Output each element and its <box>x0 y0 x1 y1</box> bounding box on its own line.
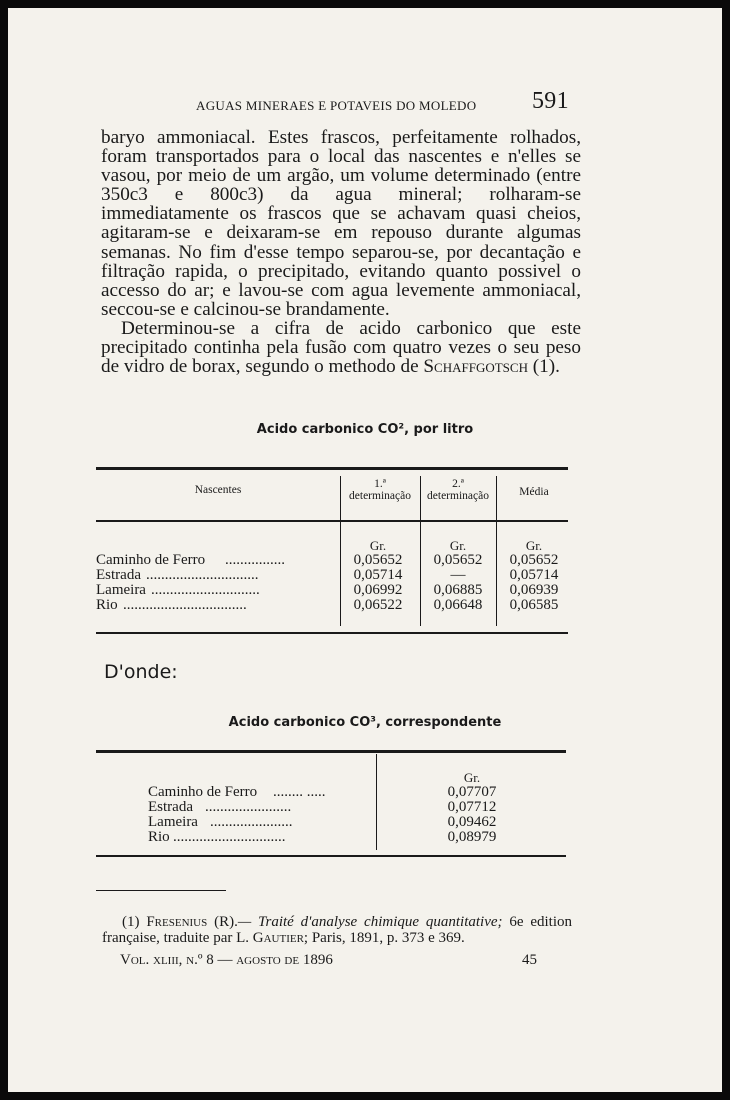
footnote-edition: 6e edition française, traduite par <box>102 914 573 946</box>
value: 0,07712 <box>447 799 497 815</box>
row-label: Caminho de Ferro <box>148 784 258 800</box>
body-text <box>101 128 581 376</box>
page-number: 591 <box>532 88 569 114</box>
footnote-title: — Traité d'analyse chimique quantitative; <box>237 914 503 930</box>
paragraph-2 <box>101 319 581 376</box>
leader-dots: ........ ..... <box>273 784 326 800</box>
leader-dots: ....................... <box>205 799 292 815</box>
footnote-marker: (1) <box>122 914 140 930</box>
footer-signature: 45 <box>522 952 537 968</box>
document-page <box>8 8 722 1092</box>
det1-value: 0,06992 <box>353 582 403 598</box>
running-title: AGUAS MINERAES E POTAVEIS DO MOLEDO <box>196 98 477 113</box>
footnote-end: ; Paris, 1891, p. 373 e 369. <box>303 930 465 946</box>
table1-caption: Acido carbonico CO², por litro <box>256 422 474 437</box>
table1-unit: Gr. <box>369 538 387 553</box>
table2-bottom-rule <box>96 855 566 857</box>
value: 0,08979 <box>447 829 497 845</box>
row-label: Rio <box>96 597 118 613</box>
det1-value: 0,05652 <box>353 552 403 568</box>
footnote-translator: L. Gautier <box>236 930 304 946</box>
table2-caption: Acido carbonico CO³, correspondente <box>228 715 502 730</box>
leader-dots: ................................. <box>123 597 247 613</box>
row-label: Lameira <box>96 582 146 598</box>
det1-value: 0,05714 <box>353 567 403 583</box>
row-label: Rio <box>148 829 170 845</box>
author-name: Schaffgotsch <box>423 356 528 378</box>
footnote <box>102 914 572 946</box>
table2-divider <box>376 754 377 850</box>
leader-dots: ............................. <box>151 582 260 598</box>
footnote-text <box>102 914 572 946</box>
table2-unit: Gr. <box>463 770 481 785</box>
row-label: Lameira <box>148 814 198 830</box>
row-label: Estrada <box>96 567 141 583</box>
leader-dots: .............................. <box>146 567 259 583</box>
media-value: 0,05652 <box>509 552 559 568</box>
table1-header-rule <box>96 520 568 522</box>
det2-value: — <box>450 567 466 583</box>
media-value: 0,05714 <box>509 567 559 583</box>
footnote-rule <box>96 890 226 891</box>
det2-value: 0,05652 <box>433 552 483 568</box>
footer-volume: Vol. xliii, n.º 8 — agosto de 1896 <box>120 952 333 968</box>
table1-bottom-rule <box>96 632 568 634</box>
footnote-ref: (1). <box>532 356 560 378</box>
leader-dots: .............................. <box>173 829 286 845</box>
paragraph-1: baryo ammoniacal. Estes frascos, perfeitamente rolhados, foram transportados para o local das nascentes e n'elles se vasou, por meio de um argão, um volume determinado (entre 350c3 e 800c3) da agua mineral; rolharam-se immediatamente os frascos que se achavam quasi cheios, agitaram-se e deixaram-se em repouso durante algumas semanas. No fim d'esse tempo separou-se, por decantação e filtração rapida, o precipitado, evitando quanto possivel o accesso do ar; e lavou-se com agua levemente ammoniacal, seccou-se e calcinou-se brandamente. <box>101 127 581 320</box>
table2-top-rule <box>96 750 566 753</box>
det1-value: 0,06522 <box>353 597 403 613</box>
paragraph-2-text: Determinou-se a cifra de acido carbonico que este precipitado continha pela fusão com quatro vezes o seu peso de vidro de borax, segundo o methodo de <box>101 317 581 378</box>
row-label: Caminho de Ferro <box>96 552 206 568</box>
leader-dots: ................ <box>225 552 285 568</box>
value: 0,09462 <box>447 814 497 830</box>
donde-label: D'onde: <box>104 661 178 683</box>
media-value: 0,06939 <box>509 582 559 598</box>
table1-top-rule <box>96 467 568 470</box>
table1-header-nascentes: Nascentes <box>194 484 242 496</box>
table1-header-det2: 2.ª determinação <box>427 478 489 502</box>
value: 0,07707 <box>447 784 497 800</box>
leader-dots: ...................... <box>210 814 293 830</box>
det2-value: 0,06885 <box>433 582 483 598</box>
row-label: Estrada <box>148 799 193 815</box>
table1-header-media: Média <box>519 486 549 498</box>
footnote-author: Fresenius (R). <box>146 914 238 930</box>
table1-unit: Gr. <box>449 538 467 553</box>
media-value: 0,06585 <box>509 597 559 613</box>
table1-unit: Gr. <box>525 538 543 553</box>
table1-header-det1: 1.ª determinação <box>349 478 411 502</box>
det2-value: 0,06648 <box>433 597 483 613</box>
